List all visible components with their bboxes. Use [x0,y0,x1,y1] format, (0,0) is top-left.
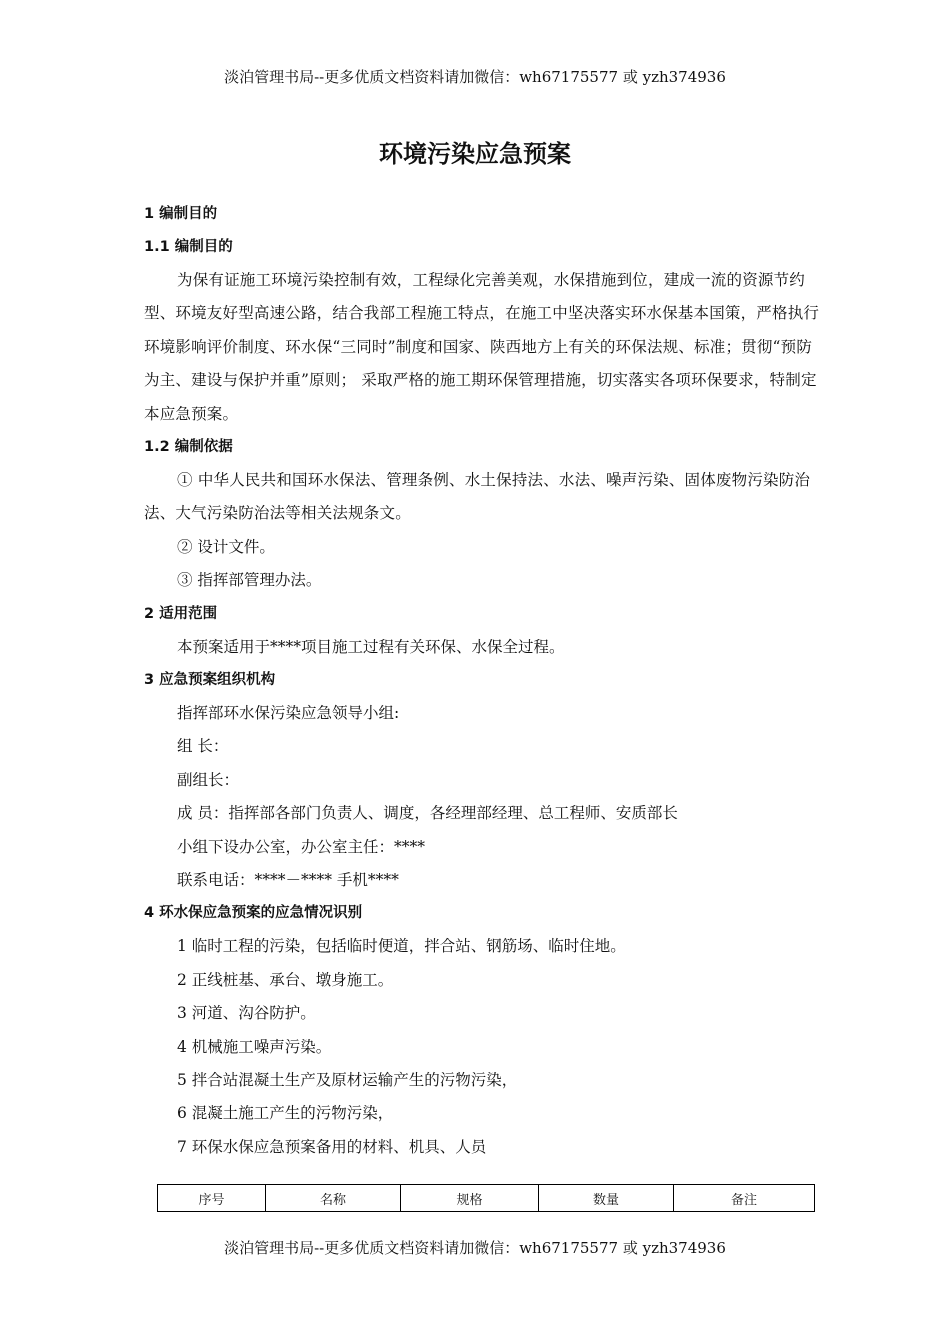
page-footer: 淡泊管理书局--更多优质文档资料请加微信：wh67175577 或 yzh374936 [224,1239,726,1257]
org-line-2: 组 长： [177,737,229,756]
case-item-1: 1 临时工程的污染，包括临时便道，拌合站、钢筋场、临时住地。 [177,937,626,956]
subsection-heading-1-1: 1.1 编制目的 [144,239,233,255]
section-heading-2: 2 适用范围 [144,605,218,622]
section-heading-3: 3 应急预案组织机构 [144,672,276,689]
case-item-3: 3 河道、沟谷防护。 [177,1004,316,1023]
table-header-cell: 数量 [539,1185,674,1212]
document-title: 环境污染应急预案 [379,140,571,168]
table-header-cell: 规格 [401,1185,539,1212]
section-heading-1: 1 编制目的 [144,206,218,222]
org-line-6: 联系电话：****－**** 手机**** [177,870,399,889]
org-line-1: 指挥部环水保污染应急领导小组: [177,704,400,723]
table-header-cell: 备注 [674,1185,815,1212]
case-item-7: 7 环保水保应急预案备用的材料、机具、人员 [177,1137,487,1156]
basis-item-2: ② 设计文件。 [177,537,275,556]
org-line-3: 副组长： [177,770,240,789]
case-item-6: 6 混凝土施工产生的污物污染， [177,1104,394,1123]
table-header-cell: 名称 [266,1185,401,1212]
document-body [144,198,824,1164]
subsection-heading-1-2: 1.2 编制依据 [144,439,233,456]
page-header: 淡泊管理书局--更多优质文档资料请加微信：wh67175577 或 yzh374936 [224,68,726,86]
case-item-4: 4 机械施工噪声污染。 [177,1037,332,1056]
org-line-4: 成 员：指挥部各部门负责人、调度，各经理部经理、总工程师、安质部长 [177,804,678,823]
table-header-row [158,1185,815,1212]
org-line-5: 小组下设办公室，办公室主任：**** [177,837,426,856]
resource-table [157,1184,815,1212]
case-item-2: 2 正线桩基、承台、墩身施工。 [177,970,394,989]
paragraph-basis-1: ① 中华人民共和国环水保法、管理条例、水土保持法、水法、噪声污染、固体废物污染防治法、大气污染防治法等相关法规条文。 [144,471,811,523]
paragraph-purpose: 为保有证施工环境污染控制有效，工程绿化完善美观，水保措施到位，建成一流的资源节约型、环境友好型高速公路，结合我部工程施工特点，在施工中坚决落实环水保基本国策，严格执行环境影响评价制度、环水保“三同时”制度和国家、陕西地方上有关的环保法规、标准；贯彻“预防为主、建设与保护并重”原则； 采取严格的施工期环保管理措施，切实落实各项环保要求，特制定本应急预案。 [144,271,820,423]
table-header-cell: 序号 [158,1185,266,1212]
scope-line: 本预案适用于****项目施工过程有关环保、水保全过程。 [177,637,565,656]
basis-item-3: ③ 指挥部管理办法。 [177,571,322,590]
section-heading-4: 4 环水保应急预案的应急情况识别 [144,905,363,922]
case-item-5: 5 拌合站混凝土生产及原材运输产生的污物污染， [177,1070,518,1089]
